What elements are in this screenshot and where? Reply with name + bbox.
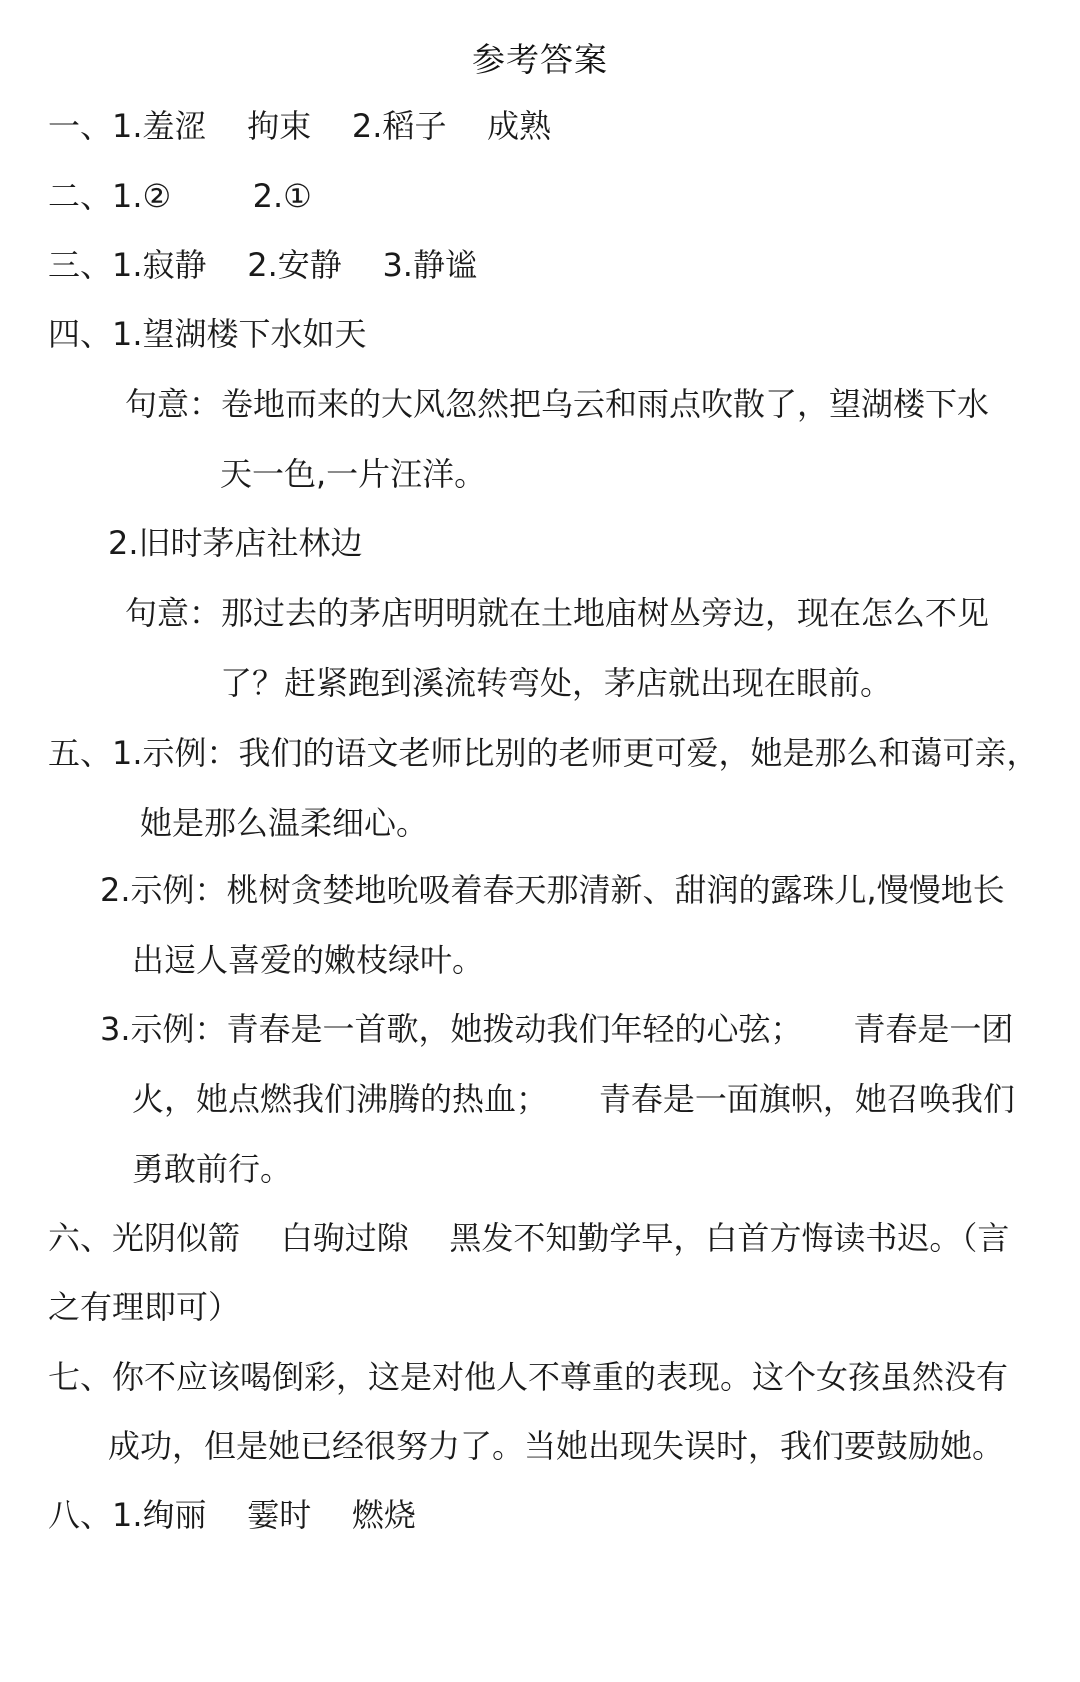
answer-line-14: 3.示例：青春是一首歌，她拨动我们年轻的心弦； 青春是一团 bbox=[100, 1010, 1014, 1048]
answer-line-2: 二、1.② 2.① bbox=[48, 177, 312, 215]
answer-line-6: 天一色,一片汪洋。 bbox=[220, 455, 487, 493]
answer-line-13: 出逗人喜爱的嫩枝绿叶。 bbox=[132, 941, 485, 979]
answer-line-18: 之有理即可） bbox=[48, 1288, 241, 1326]
answer-line-20: 成功，但是她已经很努力了。当她出现失误时，我们要鼓励她。 bbox=[108, 1427, 1005, 1465]
answer-line-21: 八、1.绚丽 霎时 燃烧 bbox=[48, 1496, 416, 1534]
answer-line-9: 了？赶紧跑到溪流转弯处，茅店就出现在眼前。 bbox=[220, 664, 893, 702]
answer-line-4: 四、1.望湖楼下水如天 bbox=[48, 315, 367, 353]
answer-line-17: 六、光阴似箭 白驹过隙 黑发不知勤学早，白首方悔读书迟。（言 bbox=[48, 1219, 1010, 1257]
answer-line-5: 句意：卷地而来的大风忽然把乌云和雨点吹散了，望湖楼下水 bbox=[125, 385, 990, 423]
page-title: 参考答案 bbox=[472, 40, 608, 79]
answer-line-11: 她是那么温柔细心。 bbox=[140, 804, 429, 842]
answer-line-8: 句意：那过去的茅店明明就在土地庙树丛旁边，现在怎么不见 bbox=[125, 594, 990, 632]
answer-line-1: 一、1.羞涩 拘束 2.稻子 成熟 bbox=[48, 107, 552, 145]
answer-line-7: 2.旧时茅店社林边 bbox=[108, 524, 363, 562]
answer-line-15: 火，她点燃我们沸腾的热血； 青春是一面旗帜，她召唤我们 bbox=[132, 1080, 1015, 1118]
answer-line-12: 2.示例：桃树贪婪地吮吸着春天那清新、甜润的露珠儿,慢慢地长 bbox=[100, 871, 1005, 909]
answer-line-19: 七、你不应该喝倒彩，这是对他人不尊重的表现。这个女孩虽然没有 bbox=[48, 1358, 1009, 1396]
answer-line-3: 三、1.寂静 2.安静 3.静谧 bbox=[48, 246, 477, 284]
answer-line-10: 五、1.示例：我们的语文老师比别的老师更可爱，她是那么和蔼可亲， bbox=[48, 734, 1039, 772]
answer-line-16: 勇敢前行。 bbox=[132, 1150, 293, 1188]
